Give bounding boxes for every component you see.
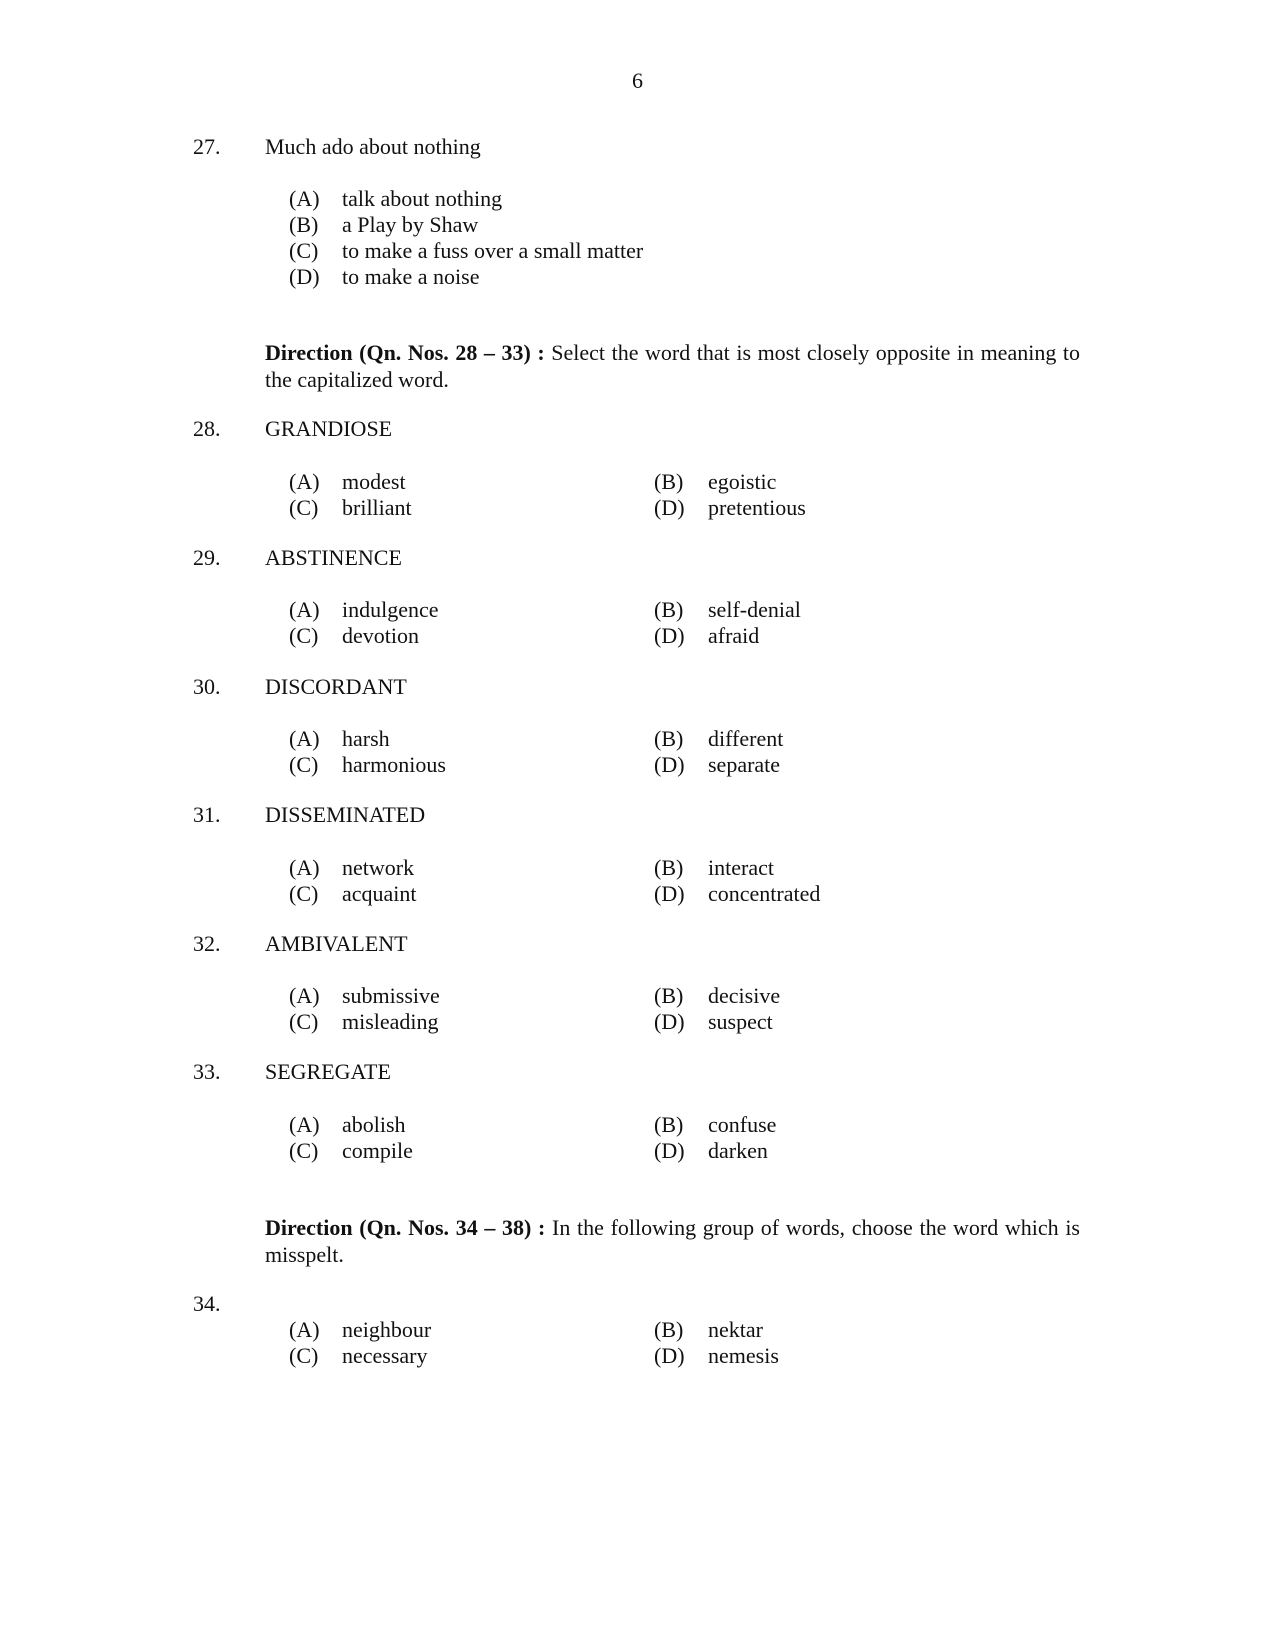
- option-text: to make a fuss over a small matter: [342, 238, 644, 263]
- option-letter: (A): [289, 1317, 320, 1342]
- direction-label: Direction (Qn. Nos. 34 – 38) :: [265, 1215, 546, 1240]
- question-word: ABSTINENCE: [265, 545, 402, 570]
- option-letter: (B): [654, 855, 684, 880]
- option-text: egoistic: [708, 469, 777, 494]
- option-letter: (B): [654, 726, 684, 751]
- option-text: network: [342, 855, 415, 880]
- question-text: Much ado about nothing: [265, 134, 481, 159]
- option-letter: (C): [289, 1009, 319, 1034]
- option-text: nemesis: [708, 1343, 779, 1368]
- direction-block: [265, 339, 1080, 393]
- option-letter: (A): [289, 469, 320, 494]
- option-text: interact: [708, 855, 774, 880]
- option-text: to make a noise: [342, 264, 480, 289]
- option-letter: (B): [289, 212, 319, 237]
- option-text: compile: [342, 1138, 413, 1163]
- option-text: abolish: [342, 1112, 406, 1137]
- option-text: decisive: [708, 983, 781, 1008]
- question-word: DISSEMINATED: [265, 802, 426, 827]
- option-letter: (D): [654, 881, 685, 906]
- option-letter: (D): [654, 1009, 685, 1034]
- option-letter: (C): [289, 495, 319, 520]
- question-word: AMBIVALENT: [265, 931, 408, 956]
- question-number: 33.: [193, 1059, 221, 1084]
- option-letter: (B): [654, 469, 684, 494]
- option-letter: (B): [654, 597, 684, 622]
- option-text: afraid: [708, 623, 760, 648]
- option-letter: (C): [289, 1138, 319, 1163]
- option-letter: (D): [654, 495, 685, 520]
- option-letter: (C): [289, 752, 319, 777]
- option-text: modest: [342, 469, 406, 494]
- option-text: concentrated: [708, 881, 821, 906]
- option-letter: (A): [289, 983, 320, 1008]
- option-letter: (B): [654, 1112, 684, 1137]
- question-number: 34.: [193, 1291, 221, 1316]
- option-text: separate: [708, 752, 781, 777]
- option-text: indulgence: [342, 597, 439, 622]
- option-text: acquaint: [342, 881, 417, 906]
- option-letter: (C): [289, 1343, 319, 1368]
- option-letter: (A): [289, 597, 320, 622]
- option-text: submissive: [342, 983, 440, 1008]
- option-letter: (C): [289, 881, 319, 906]
- question-number: 31.: [193, 802, 221, 827]
- option-letter: (D): [654, 1138, 685, 1163]
- direction-block: [265, 1214, 1080, 1268]
- question-number: 29.: [193, 545, 221, 570]
- direction-text: In the following group of words, choose the word which is misspelt.: [265, 1215, 1080, 1267]
- option-text: nektar: [708, 1317, 763, 1342]
- question-number: 27.: [193, 134, 221, 159]
- question-number: 30.: [193, 674, 221, 699]
- option-text: confuse: [708, 1112, 777, 1137]
- option-text: self-denial: [708, 597, 801, 622]
- option-letter: (D): [289, 264, 320, 289]
- question-number: 32.: [193, 931, 221, 956]
- question-word: GRANDIOSE: [265, 416, 393, 441]
- option-letter: (C): [289, 623, 319, 648]
- option-letter: (A): [289, 1112, 320, 1137]
- option-text: talk about nothing: [342, 186, 503, 211]
- page-number: 6: [632, 68, 643, 93]
- option-text: devotion: [342, 623, 419, 648]
- question-word: DISCORDANT: [265, 674, 407, 699]
- question-number: 28.: [193, 416, 221, 441]
- option-letter: (D): [654, 1343, 685, 1368]
- option-letter: (D): [654, 623, 685, 648]
- option-text: suspect: [708, 1009, 773, 1034]
- option-letter: (A): [289, 855, 320, 880]
- option-letter: (B): [654, 1317, 684, 1342]
- option-letter: (D): [654, 752, 685, 777]
- direction-text: Select the word that is most closely opposite in meaning to the capitalized word.: [265, 340, 1080, 392]
- option-text: pretentious: [708, 495, 806, 520]
- option-letter: (C): [289, 238, 319, 263]
- option-letter: (A): [289, 186, 320, 211]
- option-letter: (B): [654, 983, 684, 1008]
- option-text: neighbour: [342, 1317, 432, 1342]
- option-text: brilliant: [342, 495, 412, 520]
- option-text: harmonious: [342, 752, 446, 777]
- option-text: necessary: [342, 1343, 428, 1368]
- direction-label: Direction (Qn. Nos. 28 – 33) :: [265, 340, 545, 365]
- option-letter: (A): [289, 726, 320, 751]
- question-word: SEGREGATE: [265, 1059, 391, 1084]
- option-text: harsh: [342, 726, 390, 751]
- option-text: different: [708, 726, 784, 751]
- option-text: a Play by Shaw: [342, 212, 479, 237]
- option-text: darken: [708, 1138, 768, 1163]
- option-text: misleading: [342, 1009, 439, 1034]
